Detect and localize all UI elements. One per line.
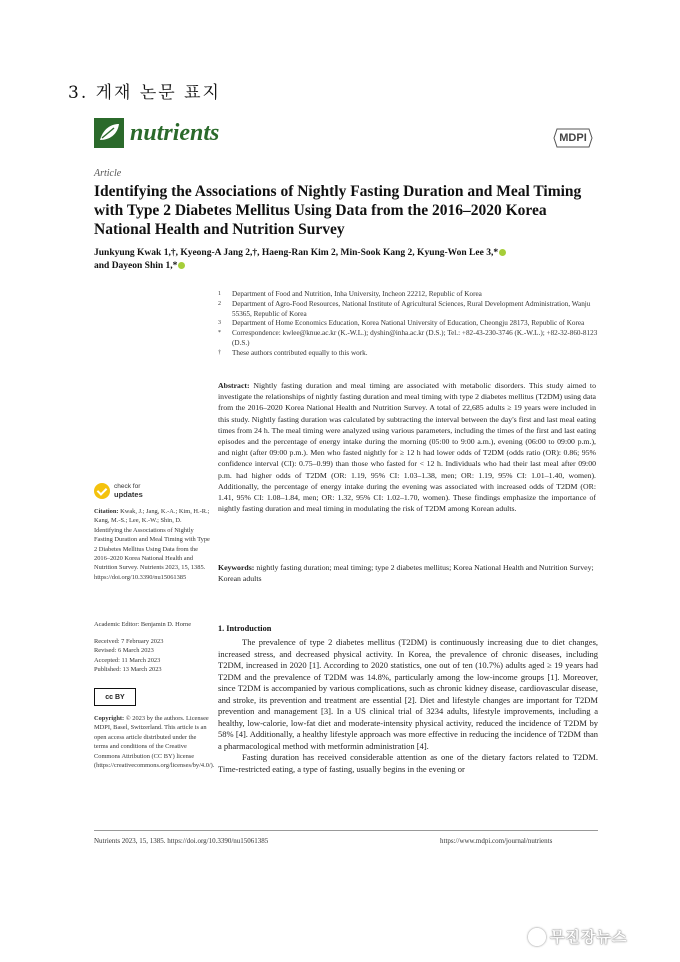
keywords-label: Keywords: xyxy=(218,563,255,572)
academic-editor: Academic Editor: Benjamin D. Horne xyxy=(94,621,192,628)
affiliation-item: * Correspondence: kwlee@knue.ac.kr (K.-W.L.); dyshin@inha.ac.kr (D.S.); Tel.: +82-43-230-3746 (K.-W.L.); +82-32-860-8123 (D.S.) xyxy=(218,329,598,347)
copyright-label: Copyright: xyxy=(94,715,125,722)
citation-label: Citation: xyxy=(94,508,119,515)
article-type: Article xyxy=(94,168,122,179)
journal-name: nutrients xyxy=(130,119,220,146)
article-title: Identifying the Associations of Nightly Fasting Duration and Meal Timing with Type 2 Diabetes Mellitus Using Data from the 2016–2020 Korea National Health and Nutrition Survey xyxy=(94,183,582,238)
watermark-text: 무진장뉴스 xyxy=(550,929,628,946)
cc-license-badge[interactable]: cc BY xyxy=(94,688,136,706)
abstract xyxy=(218,380,596,514)
accepted-date: Accepted: 11 March 2023 xyxy=(94,656,161,664)
check-icon xyxy=(94,483,110,499)
paragraph: Fasting duration has received considerable attention as one of the dietary factors related to T2DM. Time-restricted eating, a type of fasting, usually begins in the evening or xyxy=(218,752,598,774)
section-title: 1. Introduction xyxy=(218,624,272,633)
affiliation-item: 1 Department of Food and Nutrition, Inha University, Incheon 22212, Republic of Korea xyxy=(218,290,482,298)
citation xyxy=(94,507,210,582)
citation-text: Kwak, J.; Jang, K.-A.; Kim, H.-R.; Kang, M.-S.; Lee, K.-W.; Shin, D. Identifying the Associations of Nightly Fasting Duration and Meal Timing with Type 2 Diabetes Mellitus Using Data from the 2016–2020 Korea National Health and Nutrition Survey. Nutrients 2023, 15, 1385. https://doi.org/10.3390/nu15061385 xyxy=(94,508,210,581)
leaf-logo-icon xyxy=(94,118,124,148)
publisher-logo xyxy=(553,128,593,148)
check-text-line-1: check for xyxy=(114,483,141,490)
publisher-name: MDPI xyxy=(559,132,587,144)
orcid-icon[interactable] xyxy=(178,262,185,269)
received-date: Received: 7 February 2023 xyxy=(94,638,164,645)
abstract-label: Abstract: xyxy=(218,381,250,390)
introduction-body xyxy=(218,637,598,775)
copyright-text: © 2023 by the authors. Licensee MDPI, Basel, Switzerland. This article is an open access article distributed under the terms and conditions of the Creative Commons Attribution (CC BY) license (https://creativecommons.org/licenses/by/4.0/). xyxy=(94,715,215,770)
affiliation-item: 2 Department of Agro-Food Resources, National Institute of Agricultural Sciences, Rural Development Administration, Wanju 55365, Republic of Korea xyxy=(218,299,591,318)
journal-logo xyxy=(94,118,219,148)
check-for-updates[interactable] xyxy=(94,483,143,499)
affiliation-item: † These authors contributed equally to this work. xyxy=(218,348,368,357)
publication-dates xyxy=(94,637,210,675)
orcid-icon[interactable] xyxy=(499,249,506,256)
footer-url[interactable]: https://www.mdpi.com/journal/nutrients xyxy=(440,837,553,845)
check-text-line-2: updates xyxy=(114,489,143,499)
copyright xyxy=(94,714,215,770)
author-list xyxy=(94,247,554,273)
revised-date: Revised: 6 March 2023 xyxy=(94,647,154,655)
watermark-icon xyxy=(528,928,546,946)
paragraph: The prevalence of type 2 diabetes mellitus (T2DM) is continuously increasing due to diet changes, increased stress, and decreased physical activity. In Korea, the prevalence of chronic diseases, including T2DM, increased in 2020 [1]. According to 2020 statistics, one out of ten (10.7%) adults aged ≥ 19 years had T2DM and the prevalence of T2DM was 14.8%, particularly among the low-income groups [1]. Moreover, since T2DM is accompanied by various complications, such as chronic kidney disease, cardiovascular disease, and stroke, its prevention and treatment are essential [2]. Diet and lifestyle changes are important for T2DM prevention and management [3]. In a US clinical trial of 3234 adults, lifestyle improvements, including a healthy, low-calorie, low-fat diet and moderate-intensity physical activity, reduced the incidence of T2DM by 58% [4]. Additionally, a healthy lifestyle approach was more effective in reducing the incidence of T2DM than a pharmacological method with metformin administration [4]. xyxy=(218,637,598,751)
watermark xyxy=(528,926,627,947)
affiliations xyxy=(218,290,598,359)
page-heading: 3. 게재 논문 표지 xyxy=(68,83,221,103)
abstract-text: Nightly fasting duration and meal timing are associated with metabolic disorders. This study aimed to investigate the relationships of nightly fasting duration and meal timing with type 2 diabetes mellitus (T2DM) using data from the 2016–2020 Korea National Health and Nutrition Survey. A total of 22,685 adults ≥ 19 years were included in this study. Nightly fasting duration was calculated by subtracting the interval between the day's first and last meal eating times from 24 h. The meal timing were analyzed using various parameters, including the times of the first and last eating episodes and the percentage of energy intake during the morning (05:00 to 9:00 a.m.), evening (06:00 to 09:00 p.m.), and night (after 09:00 p.m.). Men who fasted nightly for ≥ 12 h had lower odds of T2DM (odds ratio (OR): 0.86; 95% confidence interval (CI): 0.75–0.99) than those who fasted for < 12 h. Individuals who had their last meal after 09:00 p.m. had higher odds of T2DM (OR: 1.19, 95% CI: 1.03–1.38, men; OR: 1.19, 95% CI: 1.01–1.40, women). Additionally, the percentage of energy intake during the evening was associated with increased odds of T2DM (OR: 1.41, 95% CI: 1.08–1.84, men; OR: 1.32, 95% CI: 1.02–1.70, women). These findings emphasize the importance of nightly fasting duration and meal timing in modulating the risk of T2DM among Korean adults. xyxy=(218,381,597,514)
authors-line-2: and Dayeon Shin 1,* xyxy=(94,261,178,271)
footer-divider xyxy=(94,830,598,831)
keywords-text: nightly fasting duration; meal timing; type 2 diabetes mellitus; Korea National Health and Nutrition Survey; Korean adults xyxy=(218,563,594,584)
footer-citation: Nutrients 2023, 15, 1385. https://doi.org/10.3390/nu15061385 xyxy=(94,837,269,845)
keywords xyxy=(218,562,596,584)
authors-line-1: Junkyung Kwak 1,†, Kyeong-A Jang 2,†, Haeng-Ran Kim 2, Min-Sook Kang 2, Kyung-Won Lee 3,* xyxy=(94,248,499,258)
published-date: Published: 13 March 2023 xyxy=(94,666,162,674)
affiliation-item: 3 Department of Home Economics Education, Korea National University of Education, Cheongju 28173, Republic of Korea xyxy=(218,319,585,328)
